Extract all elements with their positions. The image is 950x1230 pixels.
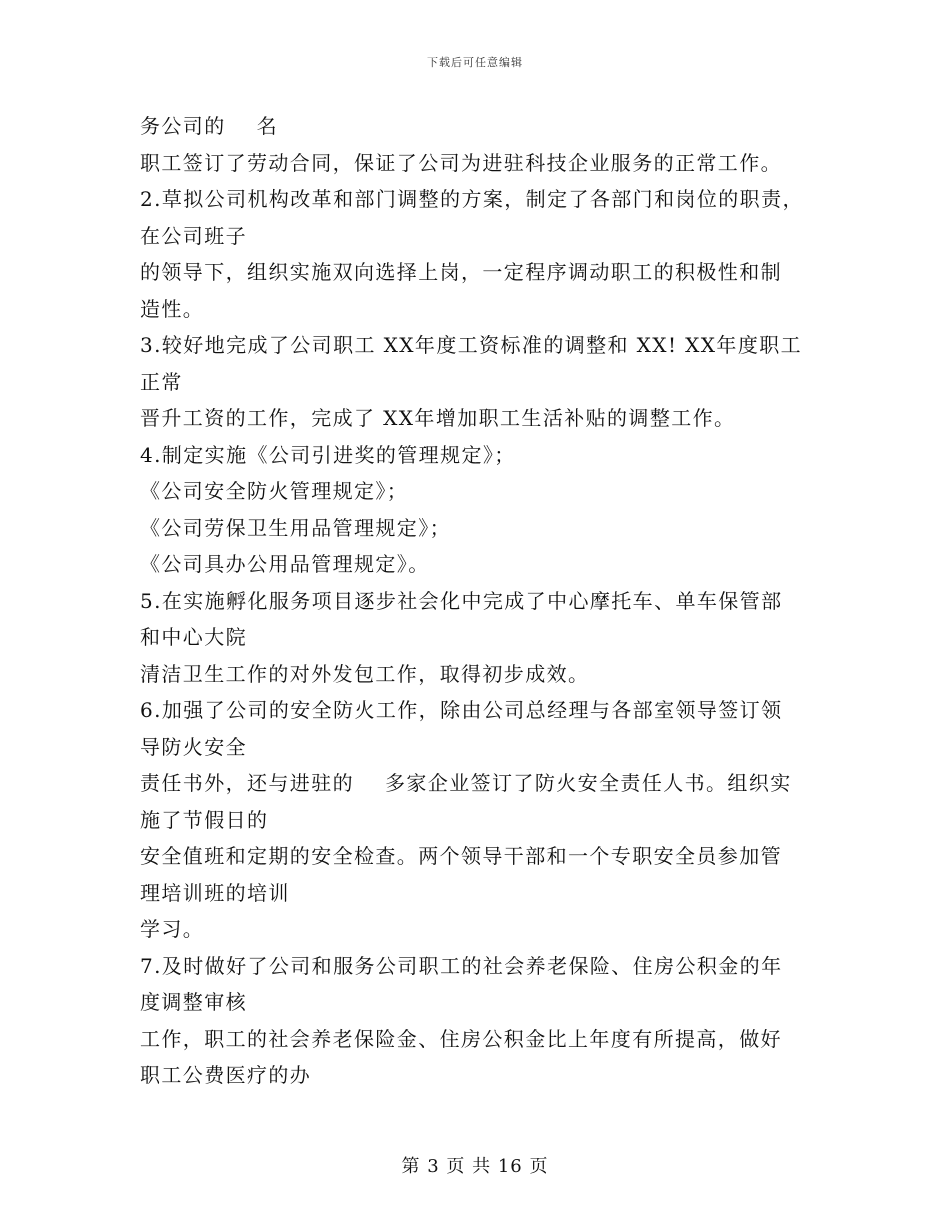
body-line: 理培训班的培训 <box>140 880 290 905</box>
body-line: 4.制定实施《公司引进奖的管理规定》； <box>140 442 516 467</box>
body-line: 《公司安全防火管理规定》； <box>140 479 409 503</box>
body-line: 清洁卫生工作的对外发包工作，取得初步成效。 <box>140 661 590 686</box>
page-header: 下载后可任意编辑 <box>427 56 523 69</box>
body-line: 《公司具办公用品管理规定》。 <box>140 552 430 576</box>
body-line: 务公司的 名 <box>140 114 279 138</box>
body-line: 职工签订了劳动合同，保证了公司为进驻科技企业服务的正常工作。 <box>140 150 782 175</box>
body-line: 2.草拟公司机构改革和部门调整的方案，制定了各部门和岗位的职责， <box>140 187 804 211</box>
body-line: 正常 <box>140 369 183 394</box>
body-line: 度调整审核 <box>140 990 247 1014</box>
body-line: 和中心大院 <box>140 625 247 649</box>
body-line: 《公司劳保卫生用品管理规定》； <box>140 515 451 540</box>
body-line: 安全值班和定期的安全检查。两个领导干部和一个专职安全员参加管 <box>140 844 782 868</box>
page-number-footer: 第 3 页 共 16 页 <box>401 1156 549 1177</box>
body-line: 责任书外，还与进驻的 多家企业签订了防火安全责任人书。组织实 <box>140 771 792 795</box>
body-line: 职工公费医疗的办 <box>140 1063 312 1087</box>
body-line: 造性。 <box>140 296 205 321</box>
body-line: 7.及时做好了公司和服务公司职工的社会养老保险、住房公积金的年 <box>140 953 783 978</box>
body-line: 5.在实施孵化服务项目逐步社会化中完成了中心摩托车、单车保管部 <box>140 588 783 613</box>
body-line: 的领导下，组织实施双向选择上岗，一定程序调动职工的积极性和制 <box>140 260 782 284</box>
body-line: 6.加强了公司的安全防火工作，除由公司总经理与各部室领导签订领 <box>140 698 783 722</box>
body-line: 3.较好地完成了公司职工 XX年度工资标准的调整和 XX! XX年度职工 <box>140 333 803 357</box>
body-line: 工作，职工的社会养老保险金、住房公积金比上年度有所提高，做好 <box>140 1026 782 1051</box>
body-line: 在公司班子 <box>140 223 247 248</box>
body-line: 导防火安全 <box>140 734 247 759</box>
body-line: 施了节假日的 <box>140 807 269 832</box>
document-body <box>140 108 820 1094</box>
body-line: 晋升工资的工作，完成了 XX年增加职工生活补贴的调整工作。 <box>140 406 736 430</box>
body-line: 学习。 <box>140 917 205 941</box>
